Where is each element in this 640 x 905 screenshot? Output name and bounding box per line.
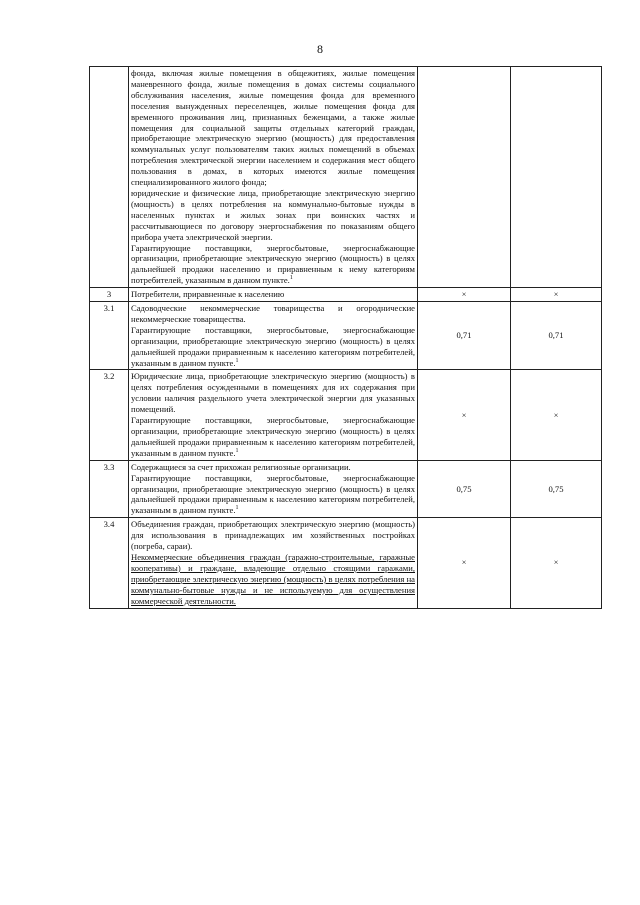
description-paragraph (131, 325, 415, 369)
row-number: 3.2 (90, 370, 129, 460)
row-number (90, 67, 129, 288)
description-paragraph (131, 473, 415, 517)
description-paragraph (131, 303, 415, 325)
table-row (90, 370, 602, 460)
tariff-table (89, 66, 602, 609)
table-row (90, 518, 602, 608)
consumer-category-description (129, 288, 418, 302)
table-row (90, 302, 602, 370)
consumer-category-description (129, 460, 418, 518)
tariff-value-first-half: × (418, 370, 511, 460)
tariff-value-first-half: 0,75 (418, 460, 511, 518)
tariff-value-first-half: × (418, 518, 511, 608)
paragraph-text: Юридические лица, приобретающие электрическую энергию (мощность) в целях потребления осужденными в помещениях для их содержания при условии наличия раздельного учета электрической энергии для указанных помещений. (131, 371, 415, 415)
row-number: 3.1 (90, 302, 129, 370)
description-paragraph (131, 188, 415, 243)
paragraph-text: Садоводческие некоммерческие товарищества и огороднические некоммерческие товарищества. (131, 303, 415, 324)
footnote-marker: 1 (235, 447, 239, 454)
consumer-category-description (129, 518, 418, 608)
paragraph-text: Гарантирующие поставщики, энергосбытовые, энергоснабжающие организации, приобретающие электрическую энергию (мощность) в целях дальнейшей продажи приравненным к населению категориям потребителей, указанным в данном пункте. (131, 415, 415, 458)
tariff-value-second-half: × (511, 370, 602, 460)
paragraph-text: Потребители, приравненные к населению (131, 289, 285, 300)
consumer-category-description (129, 67, 418, 288)
description-paragraph (131, 415, 415, 459)
paragraph-text: юридические и физические лица, приобретающие электрическую энергию (мощность) в целях потребления на коммунально-бытовые нужды в населенных пунктах и жилых зонах при воинских частях и рассчитывающиеся по договору энергоснабжения по показаниям общего прибора учета электрической энергии. (131, 187, 415, 242)
tariff-value-second-half: 0,75 (511, 460, 602, 518)
consumer-category-description (129, 370, 418, 460)
tariff-value-first-half: 0,71 (418, 302, 511, 370)
row-number: 3.4 (90, 518, 129, 608)
description-paragraph (131, 68, 415, 188)
tariff-value-first-half (418, 67, 511, 288)
paragraph-text: Содержащиеся за счет прихожан религиозные организации. (131, 461, 351, 472)
table-row (90, 288, 602, 302)
consumer-category-description (129, 302, 418, 370)
paragraph-text: фонда, включая жилые помещения в общежитиях, жилые помещения маневренного фонда, жилые помещения в домах системы социального обслуживания населения, жилые помещения фонда для временного поселения вынужденных переселенцев, жилые помещения фонда для временного проживания лиц, признанных беженцами, а также жилые помещения для социальной защиты отдельных категорий граждан, приобретающие электрическую энергию (мощность) для предоставления коммунальных услуг пользователям таких жилых помещений в объемах потребления электрической энергии населением и содержания мест общего пользования в домах, в которых имеются жилые помещения специализированного жилого фонда; (131, 68, 415, 188)
description-paragraph (131, 462, 415, 473)
table-row (90, 460, 602, 518)
footnote-marker: 1 (289, 275, 293, 282)
footnote-marker: 1 (235, 505, 239, 512)
paragraph-text: Гарантирующие поставщики, энергосбытовые, энергоснабжающие организации, приобретающие электрическую энергию (мощность) в целях дальнейшей продажи приравненным к населению категориям потребителей, указанным в данном пункте. (131, 324, 415, 368)
tariff-value-second-half (511, 67, 602, 288)
tariff-value-first-half: × (418, 288, 511, 302)
paragraph-text: Гарантирующие поставщики, энергосбытовые, энергоснабжающие организации, приобретающие электрическую энергию (мощность) в целях дальнейшей продажи населению и приравненным к нему категориям потребителей, указанным в данном пункте. (131, 242, 415, 286)
paragraph-text: Некоммерческие объединения граждан (гаражно-строительные, гаражные кооперативы) и граждане, владеющие отдельно стоящими гаражами, приобретающие электрическую энергию (мощность) в целях потребления на коммунально-бытовые нужды и не используемую для осуществления коммерческой деятельности. (131, 551, 415, 606)
footnote-marker: 1 (235, 357, 239, 364)
tariff-value-second-half: 0,71 (511, 302, 602, 370)
description-paragraph (131, 289, 415, 300)
paragraph-text: Гарантирующие поставщики, энергосбытовые, энергоснабжающие организации, приобретающие электрическую энергию (мощность) в целях дальнейшей продажи приравненным к населению категориям потребителей, указанным в данном пункте. (131, 472, 415, 516)
row-number: 3.3 (90, 460, 129, 518)
description-paragraph (131, 519, 415, 552)
page-number: 8 (317, 42, 323, 56)
row-number: 3 (90, 288, 129, 302)
paragraph-text: Объединения граждан, приобретающих электрическую энергию (мощность) для использования в принадлежащих им хозяйственных постройках (погреба, сараи). (131, 519, 415, 552)
table-row (90, 67, 602, 288)
tariff-value-second-half: × (511, 518, 602, 608)
tariff-value-second-half: × (511, 288, 602, 302)
description-paragraph (131, 371, 415, 415)
description-paragraph (131, 552, 415, 607)
description-paragraph (131, 243, 415, 287)
